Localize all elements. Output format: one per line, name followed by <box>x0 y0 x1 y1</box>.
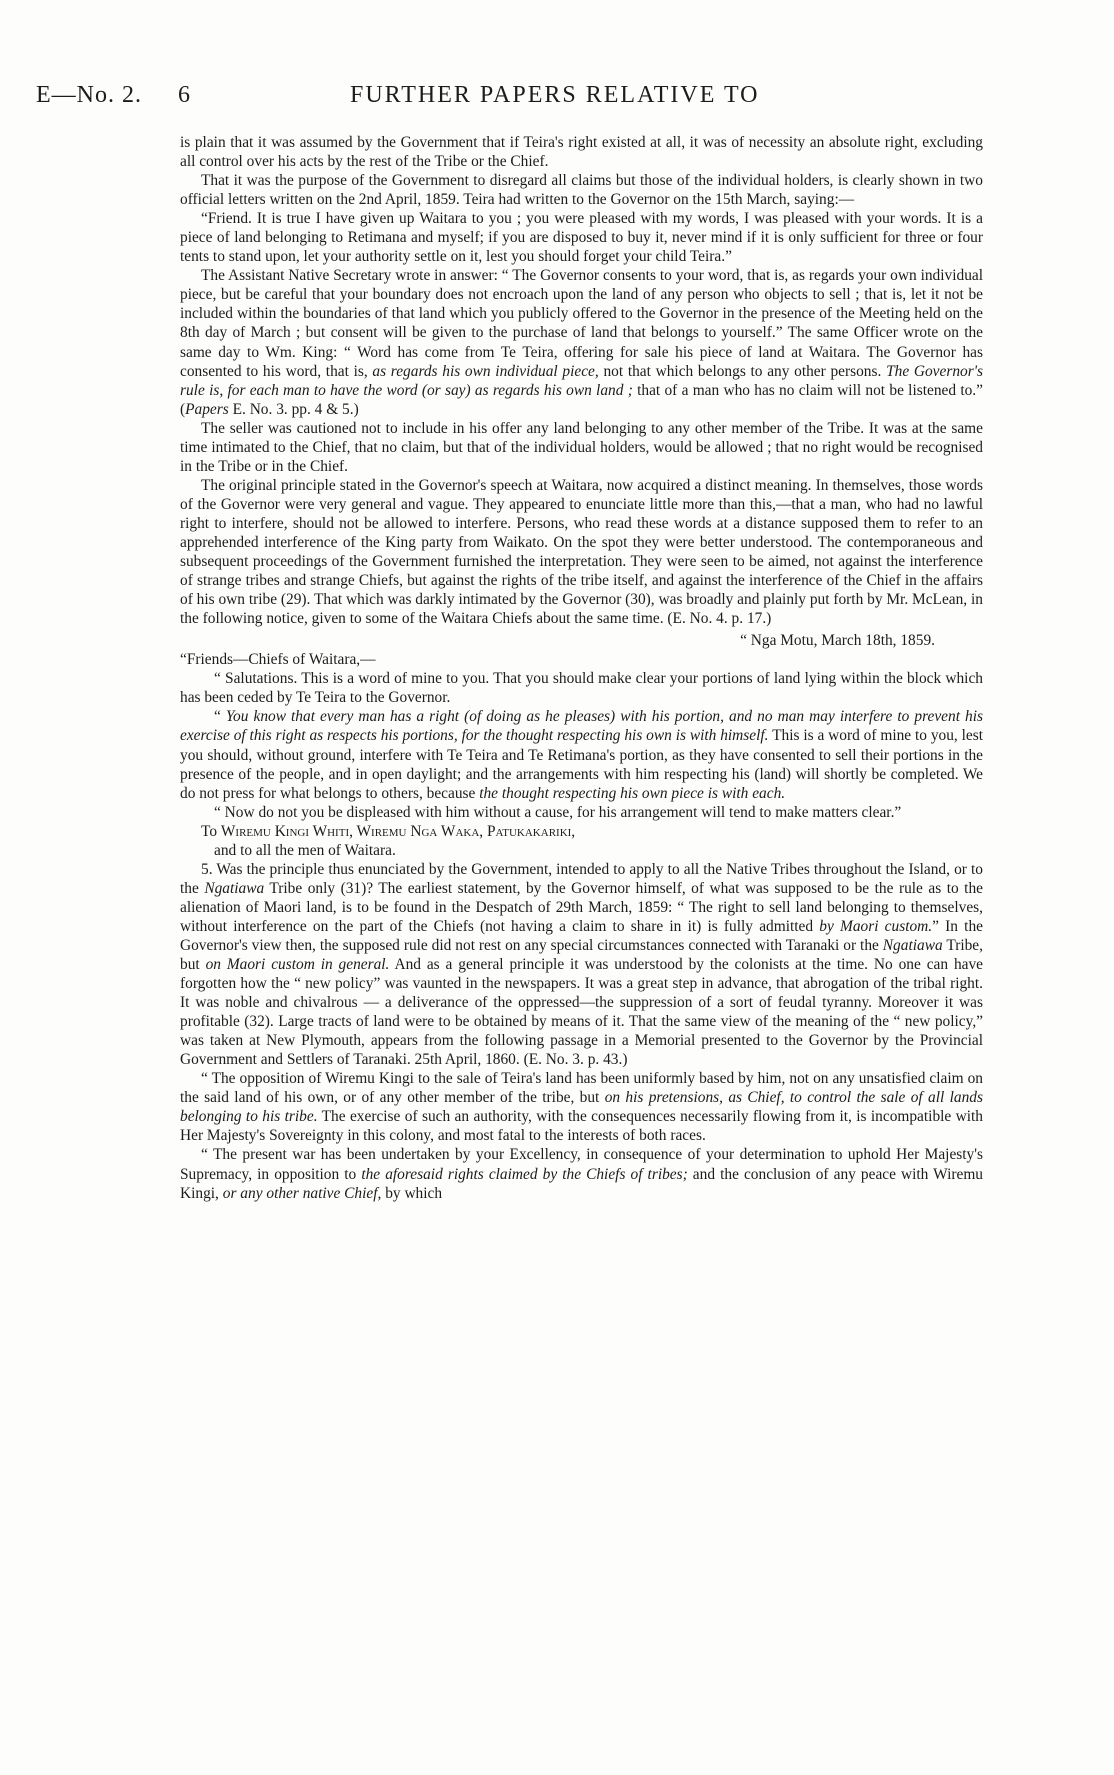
text-run: “ The present war has been undertaken by your Excellency, in consequence of your determination to uphold Her Majesty's Supremacy, in opposition to <box>180 1146 983 1183</box>
italic-text: on Maori custom in general. <box>205 956 390 974</box>
paragraph <box>180 803 983 822</box>
text-run: The original principle stated in the Governor's speech at Waitara, now acquired a distinct meaning. In themselves, those words of the Governor were very general and vague. They appeared to enunciate little more than this,—that a man, who had no lawful right to interfere, should not be allowed to interfere. Persons, who read these words at a distance supposed them to refer to an apprehended interference of the King party from Waikato. On the spot they were better understood. The contemporaneous and subsequent proceedings of the Government furnished the interpretation. They were seen to be aimed, not against the interference of strange tribes and strange Chiefs, but against the rights of the tribe itself, and against the interference of the Chief in the affairs of his own tribe (29). That which was darkly intimated by the Governor (30), was broadly and plainly put forth by Mr. McLean, in the following notice, given to some of the Waitara Chiefs about the same time. (E. No. 4. p. 17.) <box>180 476 983 628</box>
document-number: E—No. 2. <box>36 82 142 108</box>
paragraph <box>180 419 983 476</box>
document-body <box>180 133 983 1203</box>
italic-text: by Maori custom. <box>819 917 933 935</box>
text-run: and to all the men of Waitara. <box>214 841 396 859</box>
paragraph <box>180 476 983 628</box>
paragraph <box>180 1069 983 1145</box>
text-run: The seller was cautioned not to include in his offer any land belonging to any other member of the Tribe. It was at the same time intimated to the Chief, that no claim, but that of the individual holders, would be allowed ; that no right would be recognised in the Tribe or in the Chief. <box>180 419 983 475</box>
text-run: The exercise of such an authority, with the consequences necessarily flowing from it, is incompatible with Her Majesty's Sovereignty in this colony, and most fatal to the interests of both races. <box>180 1108 983 1145</box>
paragraph <box>180 266 983 418</box>
text-run: not that which belongs to any other persons. <box>598 362 887 380</box>
text-run: 5. Was the principle thus enunciated by the Government, intended to apply to all the Native Tribes throughout the Island, or to the <box>180 860 983 897</box>
paragraph <box>180 822 983 841</box>
paragraph <box>180 209 983 266</box>
text-run: And as a general principle it was understood by the colonists at the time. No one can have forgotten how the “ new policy” was vaunted in the newspapers. It was a great step in advance, that abrogation of the tribal right. It was noble and chivalrous — a deliverance of the oppressed—the suppression of a sort of feudal tyranny. Moreover it was profitable (32). Large tracts of land were to be obtained by means of it. That the same view of the meaning of the “ new policy,” was taken at New Plymouth, appears from the following passage in a Memorial presented to the Governor by the Provincial Government and Settlers of Taranaki. 25th April, 1860. (E. No. 3. p. 43.) <box>180 956 984 1069</box>
paragraph <box>180 841 983 860</box>
italic-text: You know that every man has a right (of doing as he pleases) with his portion, and no man may interfere to prevent his exercise of this right as respects his portions, for the thought respecting his own is with himself. <box>180 708 983 745</box>
text-run: “ Salutations. This is a word of mine to you. That you should make clear your portions of land lying within the block which has been ceded by Te Teira to the Governor. <box>180 670 983 707</box>
paragraph <box>180 1145 983 1202</box>
text-run: ” In the Governor's view then, the supposed rule did not rest on any special circumstances connected with Taranaki or the <box>180 917 983 954</box>
text-run: This is a word of mine to you, lest you should, without ground, interfere with Te Teira and Te Retimana's portion, as they have consented to sell their portions in the presence of the people, and in open daylight; and the arrangements with him respecting his (land) will shortly be completed. We do not press for what belongs to others, because <box>180 727 984 802</box>
running-title: FURTHER PAPERS RELATIVE TO <box>350 82 760 108</box>
text-run: that of a man who has no claim will not be listened to.” ( <box>180 381 983 418</box>
text-run: by which <box>381 1184 443 1202</box>
text-run: “ The opposition of Wiremu Kingi to the sale of Teira's land has been uniformly based by him, not on any unsatisfied claim on the said land of his own, or of any other member of the tribe, but <box>180 1070 983 1107</box>
text-run: To <box>201 822 221 840</box>
italic-text: the thought respecting his own piece is with each. <box>479 784 786 802</box>
italic-text: as regards his own individual piece, <box>372 362 599 380</box>
text-run: The Assistant Native Secretary wrote in answer: “ The Governor consents to your word, that is, as regards your own individual piece, but be careful that your boundary does not encroach upon the land of any person who objects to sell ; that is, let it not be included within the boundaries of that land which you publicly offered to the Governor in the presence of the Meeting held on the 8th day of March ; but consent will be given to the purchase of land that belongs to yourself.” The same Officer wrote on the same day to Wm. King: “ Word has come from Te Teira, offering for sale his piece of land at Waitara. The Governor has consented to his word, that is, <box>180 267 983 380</box>
italic-text: the aforesaid rights claimed by the Chiefs of tribes; <box>361 1165 688 1183</box>
page-number: 6 <box>178 82 191 108</box>
text-run: Tribe only (31)? The earliest statement, by the Governor himself, of what was supposed to be the rule as to the alienation of Maori land, is to be found in the Despatch of 29th March, 1859: “ The right to sell land belonging to themselves, without interference on the part of the Chiefs (not having a claim to share in it) is fully admitted <box>180 879 983 935</box>
text-run: “ Now do not you be displeased with him without a cause, for his arrangement will tend to make matters clear.” <box>214 803 902 821</box>
paragraph <box>180 707 983 802</box>
text-run: Wiremu Kingi Whiti, Wiremu Nga Waka, Patukakariki, <box>220 822 576 840</box>
paragraph <box>180 669 983 707</box>
text-run: and the conclusion of any peace with Wiremu Kingi, <box>180 1165 983 1202</box>
italic-text: on his pretensions, as Chief, to control the sale of all lands belonging to his tribe. <box>180 1089 983 1126</box>
text-run: is plain that it was assumed by the Government that if Teira's right existed at all, it was of necessity an absolute right, excluding all control over his acts by the rest of the Tribe or the Chief. <box>180 134 983 171</box>
paragraph <box>180 631 983 650</box>
text-run: “Friend. It is true I have given up Waitara to you ; you were pleased with my words, I was pleased with your words. It is a piece of land belonging to Retimana and myself; if you are disposed to buy it, never mind if it is only sufficient for three or four tents to stand upon, let your authority settle on it, lest you should forget your child Teira.” <box>180 210 983 266</box>
italic-text: Ngatiawa <box>882 936 943 954</box>
paragraph <box>180 650 983 669</box>
text-run: “Friends—Chiefs of Waitara,— <box>180 651 376 669</box>
text-run: “ <box>214 708 226 726</box>
text-run: That it was the purpose of the Government to disregard all claims but those of the individual holders, is clearly shown in two official letters written on the 2nd April, 1859. Teira had written to the Governor on the 15th March, saying:— <box>180 172 983 209</box>
italic-text: Papers <box>185 400 229 418</box>
italic-text: Ngatiawa <box>204 879 265 897</box>
paragraph <box>180 860 983 1070</box>
text-run: Tribe, but <box>180 936 983 974</box>
text-run: “ Nga Motu, March 18th, 1859. <box>740 632 935 650</box>
paragraph <box>180 171 983 209</box>
paragraph <box>180 133 983 171</box>
text-run: E. No. 3. pp. 4 & 5.) <box>228 400 359 418</box>
italic-text: The Governor's rule is, for each man to have the word (or say) as regards his own land ; <box>180 362 983 399</box>
italic-text: or any other native Chief, <box>222 1184 382 1202</box>
